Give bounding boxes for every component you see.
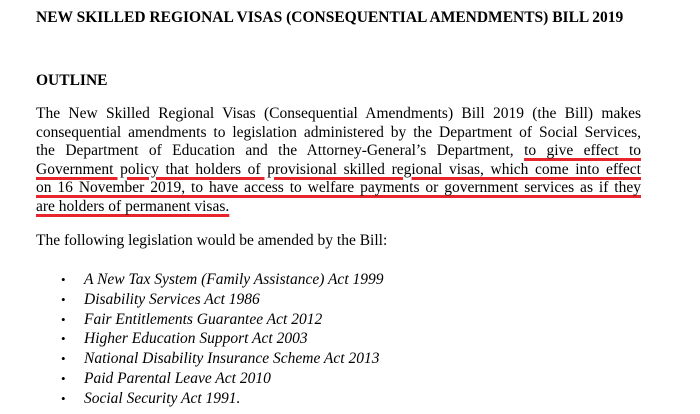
highlighted-text: on 16 November 2019, to have access to welfare payments or government services as if they <box>36 179 641 197</box>
bullet-icon: • <box>61 311 66 327</box>
paragraph-line <box>36 198 641 217</box>
list-item <box>0 389 384 409</box>
act-name: Fair Entitlements Guarantee Act 2012 <box>84 310 323 328</box>
bullet-icon: • <box>61 390 66 406</box>
list-item <box>0 270 384 290</box>
paragraph-text: the Department of Education and the Attorney-General’s Department, <box>36 142 514 160</box>
act-name: Disability Services Act 1986 <box>84 290 260 308</box>
outline-paragraph <box>36 105 641 217</box>
section-heading-outline: OUTLINE <box>36 72 108 89</box>
paragraph-line <box>36 179 641 198</box>
document-title: NEW SKILLED REGIONAL VISAS (CONSEQUENTIAL AMENDMENTS) BILL 2019 <box>36 9 624 26</box>
act-name: Social Security Act 1991. <box>84 389 241 407</box>
act-name: Paid Parental Leave Act 2010 <box>84 369 271 387</box>
list-item <box>0 310 384 330</box>
list-item <box>0 329 384 349</box>
paragraph-line <box>36 142 641 161</box>
highlighted-text: are holders of permanent visas. <box>36 197 230 215</box>
bullet-icon: • <box>61 291 66 307</box>
legislation-list <box>0 270 384 409</box>
act-name: Higher Education Support Act 2003 <box>84 330 308 348</box>
paragraph-line <box>36 161 641 180</box>
bullet-icon: • <box>61 272 66 287</box>
highlighted-text: Government policy that holders of provisional skilled regional visas, which come into effect <box>36 160 641 178</box>
bullet-icon: • <box>61 331 66 347</box>
list-item <box>0 290 384 310</box>
paragraph-line: The New Skilled Regional Visas (Consequential Amendments) Bill 2019 (the Bill) makes <box>36 105 641 122</box>
bullet-icon: • <box>61 370 66 386</box>
act-name: National Disability Insurance Scheme Act 2013 <box>84 350 380 368</box>
legislation-intro: The following legislation would be amended by the Bill: <box>36 232 388 249</box>
list-item <box>0 369 384 389</box>
bullet-icon: • <box>61 351 66 367</box>
act-name: A New Tax System (Family Assistance) Act 1999 <box>84 271 384 288</box>
highlighted-text: to give effect to <box>524 142 642 160</box>
paragraph-line: consequential amendments to legislation administered by the Department of Social Services, <box>36 123 641 141</box>
list-item <box>0 349 384 369</box>
